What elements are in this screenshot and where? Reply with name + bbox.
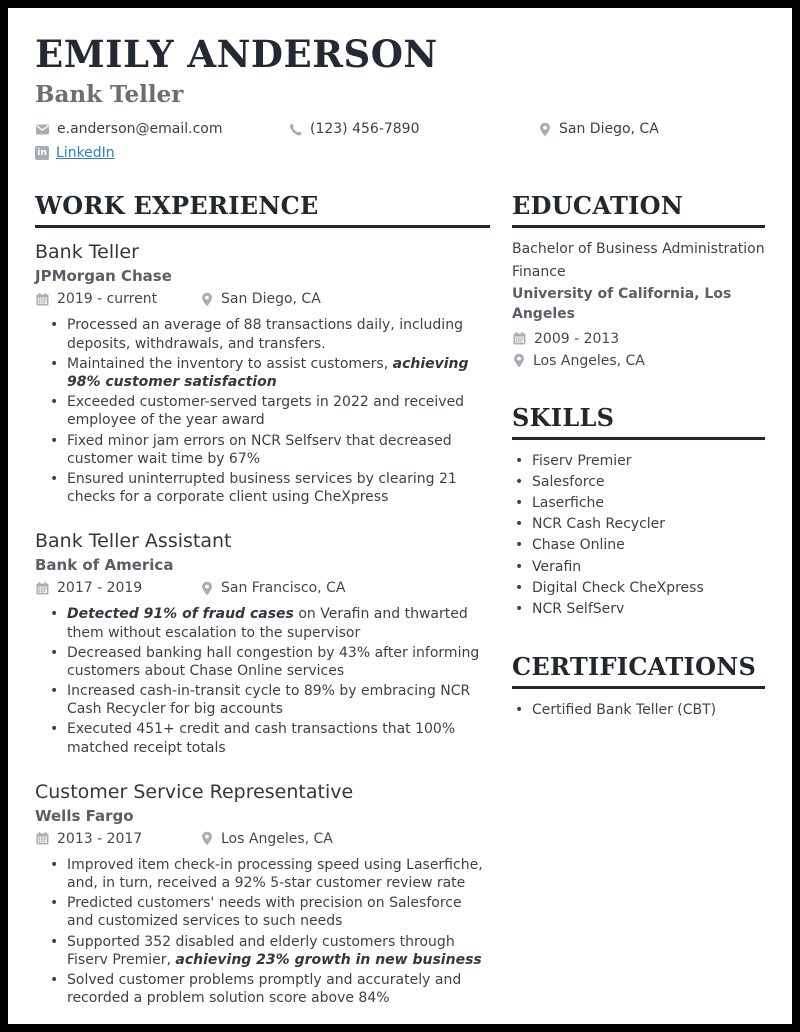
bullet-item: • Increased cash-in-transit cycle to 89% by embracing NCR Cash Recycler for big accounts — [50, 682, 490, 718]
job-dates-text: 2019 - current — [57, 291, 158, 308]
job-location-text: San Francisco, CA — [221, 580, 346, 597]
work-experience-heading: WORK EXPERIENCE — [35, 191, 490, 228]
bullet-item: • Detected 91% of fraud cases on Verafin and thwarted them without escalation to the supervisor — [50, 605, 490, 641]
list-item: • NCR Cash Recycler — [515, 515, 765, 533]
contact-row-1 — [35, 121, 765, 137]
list-item: • Certified Bank Teller (CBT) — [515, 701, 765, 719]
bullet-item: • Processed an average of 88 transactions daily, including deposits, withdrawals, and transfers. — [50, 316, 490, 352]
linkedin-link[interactable]: LinkedIn — [56, 145, 115, 162]
location-pin-icon — [200, 831, 214, 846]
bullet-list — [35, 605, 490, 757]
job-company: JPMorgan Chase — [35, 267, 172, 286]
job-company: Bank of America — [35, 556, 174, 575]
bullet-list — [35, 316, 490, 506]
job-location — [200, 580, 345, 596]
bullet-item: • Supported 352 disabled and elderly customers through Fiserv Premier, achieving 23% growth in new business — [50, 933, 490, 969]
job-dates — [35, 831, 200, 847]
job-meta — [35, 291, 490, 307]
list-item: • Fiserv Premier — [515, 452, 765, 470]
education-dates-text: 2009 - 2013 — [534, 330, 620, 347]
education-entry — [512, 239, 765, 368]
job-dates-text: 2013 - 2017 — [57, 830, 143, 847]
job-meta — [35, 580, 490, 596]
job-title: Customer Service Representative — [35, 780, 354, 803]
bullet-item: • Ensured uninterrupted business services by clearing 21 checks for a corporate client using CheXpress — [50, 470, 490, 506]
contact-email — [35, 121, 288, 137]
section-education — [512, 191, 765, 368]
location-pin-icon — [200, 581, 214, 596]
education-location — [512, 353, 765, 369]
education-degree: Bachelor of Business Administration — [512, 241, 765, 258]
job-company: Wells Fargo — [35, 806, 134, 825]
education-heading: EDUCATION — [512, 191, 765, 228]
bullet-item: • Predicted customers' needs with precision on Salesforce and customized services to such needs — [50, 894, 490, 930]
bullet-item: • Maintained the inventory to assist customers, achieving 98% customer satisfaction — [50, 355, 490, 391]
list-item: • NCR SelfServ — [515, 600, 765, 618]
bullet-item: • Executed 451+ credit and cash transactions that 100% matched receipt totals — [50, 720, 490, 756]
list-item: • Verafin — [515, 558, 765, 576]
person-name: EMILY ANDERSON — [35, 32, 438, 76]
section-certifications — [512, 652, 765, 719]
job-title: Bank Teller — [35, 241, 139, 264]
job-entry — [35, 241, 490, 506]
bullet-item: • Improved item check-in processing speed using Laserfiche, and, in turn, received a 92% 5-star customer review rate — [50, 856, 490, 892]
contact-location-text: San Diego, CA — [559, 121, 659, 138]
list-item: • Laserfiche — [515, 494, 765, 512]
section-work-experience — [35, 191, 490, 1007]
education-field: Finance — [512, 263, 566, 280]
phone-icon — [288, 122, 303, 137]
calendar-icon — [35, 831, 50, 846]
certifications-list — [512, 701, 765, 719]
job-dates — [35, 291, 200, 307]
calendar-icon — [35, 292, 50, 307]
person-job-title: Bank Teller — [35, 81, 184, 109]
bullet-item: • Exceeded customer-served targets in 2022 and received employee of the year award — [50, 393, 490, 429]
bullet-item: • Fixed minor jam errors on NCR Selfserv that decreased customer wait time by 67% — [50, 432, 490, 468]
skills-list — [512, 452, 765, 619]
bullet-item: • Solved customer problems promptly and accurately and recorded a problem solution score above 84% — [50, 971, 490, 1007]
location-pin-icon — [200, 292, 214, 307]
job-location — [200, 831, 333, 847]
contact-email-text: e.anderson@email.com — [57, 121, 223, 138]
resume-header — [35, 34, 765, 161]
contact-phone — [288, 121, 538, 137]
email-icon — [35, 122, 50, 137]
section-skills — [512, 403, 765, 619]
skills-heading: SKILLS — [512, 403, 765, 440]
left-column — [35, 191, 490, 1031]
bullet-item: • Decreased banking hall congestion by 43% after informing customers about Chase Online services — [50, 644, 490, 680]
contact-linkedin — [35, 145, 115, 161]
contact-location — [538, 121, 659, 137]
list-item: • Salesforce — [515, 473, 765, 491]
job-dates — [35, 580, 200, 596]
linkedin-icon: in — [35, 146, 49, 160]
job-meta — [35, 831, 490, 847]
list-item: • Digital Check CheXpress — [515, 579, 765, 597]
education-location-text: Los Angeles, CA — [533, 352, 645, 369]
contact-row-2 — [35, 145, 765, 161]
job-location-text: Los Angeles, CA — [221, 830, 333, 847]
bullet-list — [35, 856, 490, 1008]
calendar-icon — [512, 331, 527, 346]
job-dates-text: 2017 - 2019 — [57, 580, 143, 597]
job-entry — [35, 530, 490, 757]
certifications-heading: CERTIFICATIONS — [512, 652, 765, 689]
contact-phone-text: (123) 456-7890 — [310, 121, 420, 138]
job-entry — [35, 781, 490, 1008]
content-columns — [35, 191, 765, 1031]
list-item: • Chase Online — [515, 536, 765, 554]
job-location — [200, 291, 321, 307]
location-pin-icon — [512, 353, 526, 368]
job-title: Bank Teller Assistant — [35, 530, 232, 553]
education-dates — [512, 331, 765, 347]
right-column — [512, 191, 765, 1031]
location-pin-icon — [538, 122, 552, 137]
education-school: University of California, Los Angeles — [512, 286, 732, 323]
job-location-text: San Diego, CA — [221, 291, 321, 308]
calendar-icon — [35, 581, 50, 596]
